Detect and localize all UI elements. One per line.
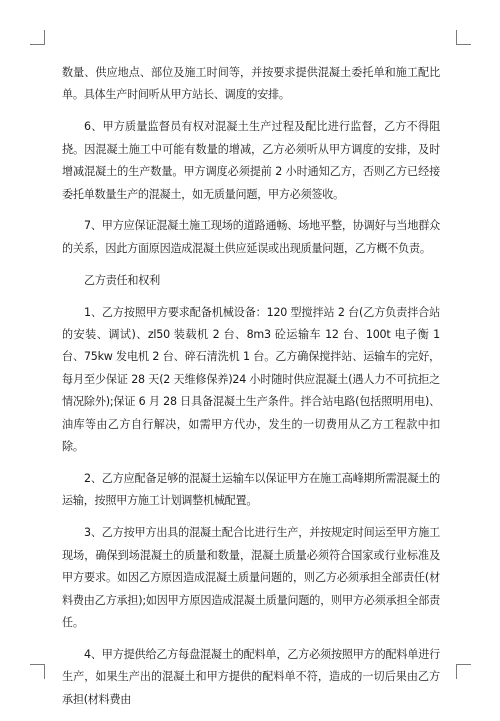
crop-mark-bottom-right xyxy=(456,664,471,679)
paragraph-party-b-clause-4: 4、甲方提供给乙方每盘混凝土的配料单，乙方必须按照甲方的配料单进行生产，如果生产出的混凝土和甲方提供的配料单不符，造成的一切后果由乙方承担(材料费由 xyxy=(62,647,440,706)
paragraph-party-b-clause-3: 3、乙方按甲方出具的混凝土配合比进行生产，并按规定时间运至甲方施工现场，确保到场混凝土的质量和数量，混凝土质量必须符合国家或行业标准及甲方要求。如因乙方原因造成混凝土质量问题的，则乙方必须承担全部责任(材料费由乙方承担);如因甲方原因造成混凝土质量问题的，则甲方必须承担全部责任。 xyxy=(62,526,440,629)
crop-mark-bottom-left xyxy=(30,664,45,679)
crop-mark-top-right xyxy=(456,30,471,45)
crop-mark-top-left xyxy=(30,30,45,45)
paragraph-continuation: 数量、供应地点、部位及施工时间等，并按要求提供混凝土委托单和施工配比单。具体生产时间听从甲方站长、调度的安排。 xyxy=(62,66,440,102)
paragraph-clause-6: 6、甲方质量监督员有权对混凝土生产过程及配比进行监督，乙方不得阻挠。因混凝土施工中可能有数量的增减，乙方必须听从甲方调度的安排，及时增减混凝土的生产数量。甲方调度必须提前 2 小时通知乙方，否则乙方已经接委托单数量生产的混凝土，如无质量问题，甲方必须签收。 xyxy=(62,120,440,201)
paragraph-party-b-clause-2: 2、乙方应配备足够的混凝土运输车以保证甲方在施工高峰期所需混凝土的运输，按照甲方施工计划调整机械配置。 xyxy=(62,472,440,508)
document-body xyxy=(62,62,440,721)
paragraph-clause-7: 7、甲方应保证混凝土施工现场的道路通畅、场地平整，协调好与当地群众的关系，因此方面原因造成混凝土供应延误或出现质量问题，乙方概不负责。 xyxy=(62,219,440,255)
section-heading: 乙方责任和权利 xyxy=(84,273,160,287)
paragraph-party-b-clause-1: 1、乙方按照甲方要求配备机械设备：120 型搅拌站 2 台(乙方负责拌合站的安装、调试)、zl50 装载机 2 台、8m3 砼运输车 12 台、100t 电子衡 1 台、75kw 发电机 2 台、碎石清洗机 1 台。乙方确保搅拌站、运输车的完好，每月至少保证 28 天(2 天维修保养)24 小时随时供应混凝土(遇人力不可抗拒之情况除外);保证 6 月 28 日具备混凝土生产条件。拌合站电路(包括照明用电)、油库等由乙方自行解决，如需甲方代办，发生的一切费用从乙方工程款中扣除。 xyxy=(62,305,440,454)
